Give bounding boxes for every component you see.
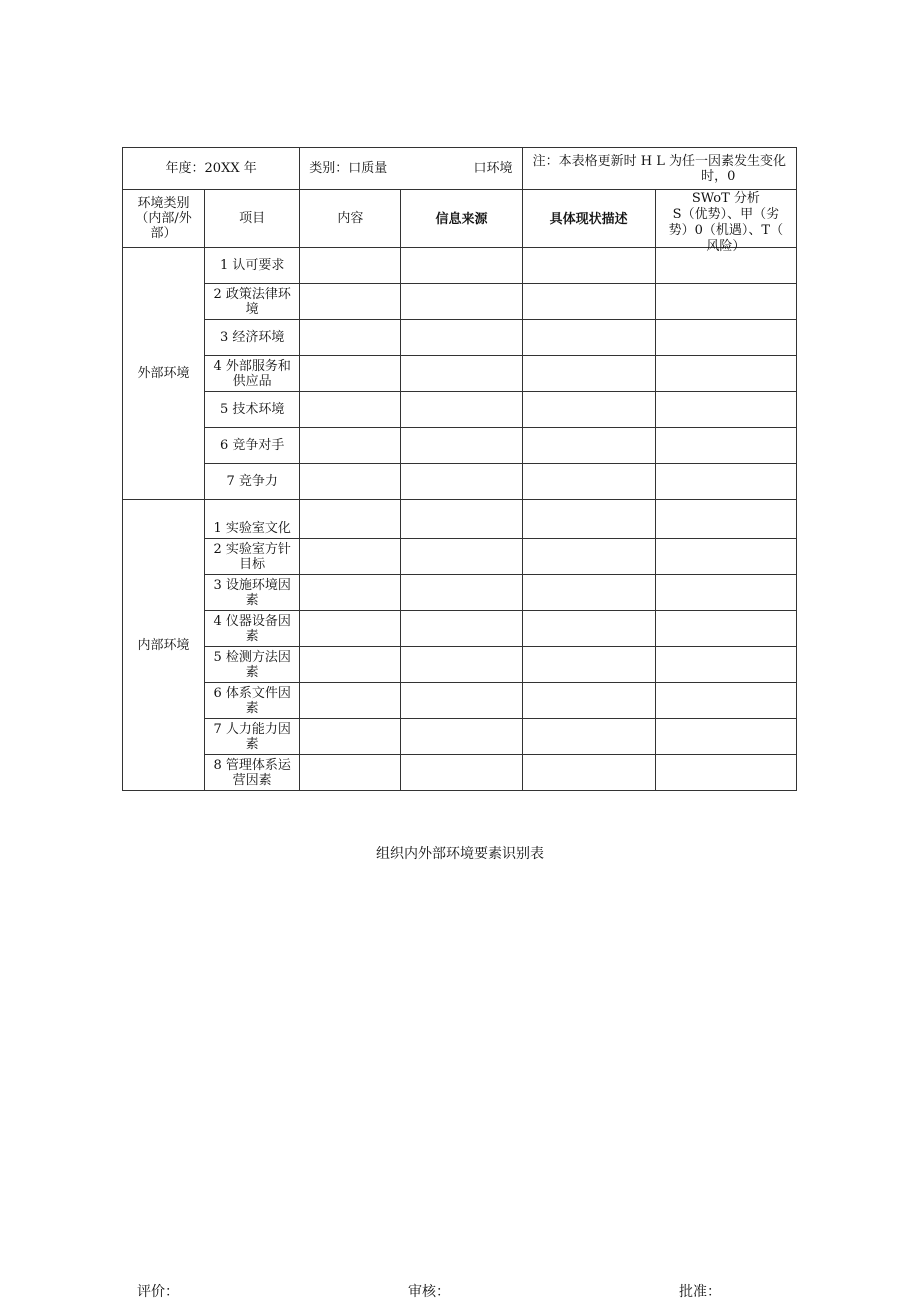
status-cell[interactable]: [522, 683, 655, 719]
swot-line-1: SWoT 分析: [691, 191, 760, 206]
review-label: 审核：: [408, 1284, 450, 1300]
status-cell[interactable]: [522, 575, 655, 611]
table-row: [123, 647, 797, 683]
content-cell[interactable]: [300, 719, 401, 755]
content-cell[interactable]: [300, 683, 401, 719]
swot-cell[interactable]: [655, 320, 796, 356]
swot-cell[interactable]: [655, 611, 796, 647]
status-cell[interactable]: [522, 248, 655, 284]
source-cell[interactable]: [401, 647, 522, 683]
content-cell[interactable]: [300, 428, 401, 464]
category-quality-checkbox[interactable]: 类别：口质量: [309, 161, 388, 176]
swot-line-2: S（优势）、甲（劣: [672, 207, 780, 222]
source-cell[interactable]: [401, 500, 522, 539]
swot-line-3: 势）0（机遇）、T（: [668, 223, 784, 238]
content-cell[interactable]: [300, 575, 401, 611]
swot-cell[interactable]: [655, 755, 796, 791]
internal-env-label: 内部环境: [123, 500, 205, 791]
swot-cell[interactable]: [655, 428, 796, 464]
table-row: [123, 248, 797, 284]
status-cell[interactable]: [522, 428, 655, 464]
year-cell: [123, 148, 300, 190]
status-cell[interactable]: [522, 284, 655, 320]
table-row: [123, 539, 797, 575]
source-cell[interactable]: [401, 320, 522, 356]
content-cell[interactable]: [300, 356, 401, 392]
year-text: 年度：20XX 年: [165, 161, 257, 176]
source-cell[interactable]: [401, 719, 522, 755]
swot-cell[interactable]: [655, 500, 796, 539]
swot-cell[interactable]: [655, 539, 796, 575]
external-item: 3 经济环境: [205, 320, 300, 356]
source-cell[interactable]: [401, 356, 522, 392]
internal-item: 2 实验室方针目标: [205, 539, 300, 575]
table-row: [123, 575, 797, 611]
source-cell[interactable]: [401, 428, 522, 464]
content-header: 内容: [300, 190, 401, 248]
swot-cell[interactable]: [655, 356, 796, 392]
status-cell[interactable]: [522, 611, 655, 647]
content-cell[interactable]: [300, 500, 401, 539]
swot-line-4: 风险）: [706, 239, 746, 254]
table-row: [123, 464, 797, 500]
source-header: 信息来源: [401, 190, 522, 248]
source-cell[interactable]: [401, 284, 522, 320]
table-row: [123, 611, 797, 647]
source-cell[interactable]: [401, 611, 522, 647]
swot-cell[interactable]: [655, 575, 796, 611]
env-type-header: 环境类别（内部/外部）: [123, 190, 205, 248]
content-cell[interactable]: [300, 284, 401, 320]
content-cell[interactable]: [300, 320, 401, 356]
note-line-1: 注：本表格更新时 H L 为任一因素发生变化: [532, 153, 786, 169]
external-item: 4 外部服务和供应品: [205, 356, 300, 392]
source-cell[interactable]: [401, 575, 522, 611]
table-row: [123, 320, 797, 356]
table-row: [123, 500, 797, 539]
note-line-2: 时，0: [701, 168, 736, 184]
swot-cell[interactable]: [655, 284, 796, 320]
content-cell[interactable]: [300, 755, 401, 791]
status-cell[interactable]: [522, 719, 655, 755]
content-cell[interactable]: [300, 647, 401, 683]
external-item: 7 竞争力: [205, 464, 300, 500]
external-item: 5 技术环境: [205, 392, 300, 428]
source-cell[interactable]: [401, 464, 522, 500]
status-cell[interactable]: [522, 464, 655, 500]
evaluate-label: 评价：: [137, 1284, 179, 1300]
table-row: [123, 284, 797, 320]
internal-item: 6 体系文件因素: [205, 683, 300, 719]
internal-item: 4 仪器设备因素: [205, 611, 300, 647]
swot-cell[interactable]: [655, 683, 796, 719]
document-title: 组织内外部环境要素识别表: [376, 845, 544, 861]
category-environment-checkbox[interactable]: 口环境: [473, 161, 513, 176]
status-cell[interactable]: [522, 356, 655, 392]
approve-label: 批准：: [679, 1284, 721, 1300]
content-cell[interactable]: [300, 392, 401, 428]
note-cell: [522, 148, 796, 190]
table-row: [123, 356, 797, 392]
swot-cell[interactable]: [655, 719, 796, 755]
internal-item: 5 检测方法因素: [205, 647, 300, 683]
status-header: 具体现状描述: [522, 190, 655, 248]
table-row: [123, 719, 797, 755]
status-cell[interactable]: [522, 755, 655, 791]
content-cell[interactable]: [300, 464, 401, 500]
source-cell[interactable]: [401, 683, 522, 719]
source-cell[interactable]: [401, 392, 522, 428]
table-row: [123, 755, 797, 791]
external-item: 1 认可要求: [205, 248, 300, 284]
content-cell[interactable]: [300, 611, 401, 647]
external-env-label: 外部环境: [123, 248, 205, 500]
status-cell[interactable]: [522, 320, 655, 356]
external-item: 2 政策法律环境: [205, 284, 300, 320]
content-cell[interactable]: [300, 539, 401, 575]
status-cell[interactable]: [522, 392, 655, 428]
source-cell[interactable]: [401, 539, 522, 575]
swot-cell[interactable]: [655, 647, 796, 683]
category-cell: [300, 148, 522, 190]
status-cell[interactable]: [522, 500, 655, 539]
internal-item: 3 设施环境因素: [205, 575, 300, 611]
content-cell[interactable]: [300, 248, 401, 284]
status-cell[interactable]: [522, 647, 655, 683]
source-cell[interactable]: [401, 248, 522, 284]
internal-item: 7 人力能力因素: [205, 719, 300, 755]
header-row: [123, 148, 797, 190]
column-header-row: [123, 190, 797, 248]
source-cell[interactable]: [401, 755, 522, 791]
internal-item: 8 管理体系运营因素: [205, 755, 300, 791]
table-row: [123, 428, 797, 464]
status-cell[interactable]: [522, 539, 655, 575]
table-row: [123, 683, 797, 719]
external-item: 6 竞争对手: [205, 428, 300, 464]
swot-cell[interactable]: [655, 392, 796, 428]
item-header: 项目: [205, 190, 300, 248]
environment-factor-table: [122, 147, 797, 791]
internal-item: 1 实验室文化: [205, 500, 300, 539]
table-row: [123, 392, 797, 428]
swot-header: [655, 190, 796, 254]
swot-cell[interactable]: [655, 464, 796, 500]
